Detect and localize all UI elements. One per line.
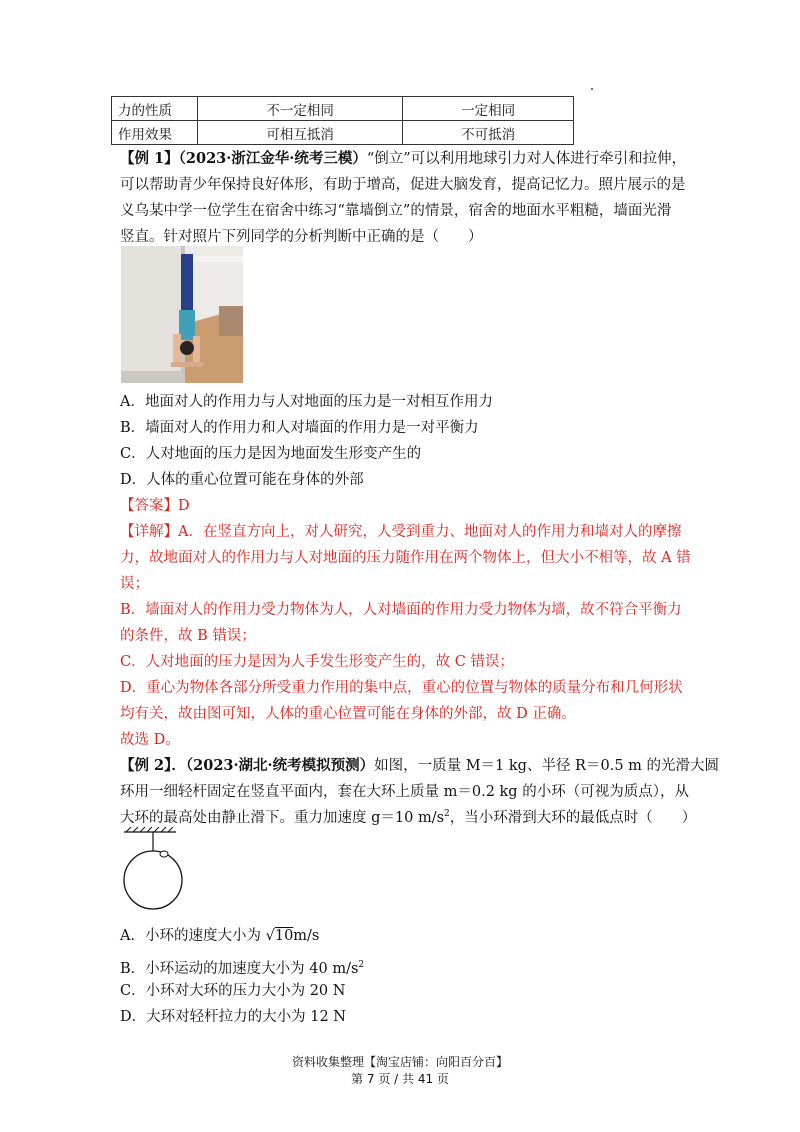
detail-line: 力，故地面对人的作用力与人对地面的压力随作用在两个物体上，但大小不相等，故 A 错: [120, 550, 691, 566]
option-text: A．小环的速度大小为: [120, 928, 266, 944]
option-text: m/s: [293, 928, 320, 944]
table-cell: 作用效果: [112, 121, 198, 145]
example1-heading: [120, 150, 686, 168]
sqrt-sign: √: [265, 928, 275, 944]
option: D．大环对轻杆拉力的大小为 12 N: [120, 1009, 346, 1025]
detail-line: 故选 D。: [120, 732, 180, 748]
example2-source: （2023·湖北·统考模拟预测）: [185, 757, 375, 774]
table-cell: 不可抵消: [403, 121, 574, 145]
detail-line: D．重心为物体各部分所受重力作用的集中点，重心的位置与物体的质量分布和几何形状: [120, 680, 683, 696]
superscript: 2: [358, 960, 365, 970]
table-row: [112, 121, 574, 145]
option: C．小环对大环的压力大小为 20 N: [120, 983, 346, 999]
page-number: 第 7 页 / 共 41 页: [351, 1072, 449, 1086]
detail-line: 的条件，故 B 错误；: [120, 628, 256, 644]
detail-line: 【详解】A．在竖直方向上，对人研究，人受到重力、地面对人的作用力和墙对人的摩擦: [120, 524, 682, 540]
option: D．人体的重心位置可能在身体的外部: [120, 472, 364, 488]
example2-heading: [120, 757, 719, 775]
option: C．人对地面的压力是因为地面发生形变产生的: [120, 446, 422, 462]
ring-diagram: [118, 826, 190, 912]
option: [120, 956, 364, 978]
footer-source: 资料收集整理【淘宝店铺：向阳百分百】: [291, 1055, 508, 1069]
handstand-photo: [121, 246, 243, 383]
option-text: B．小环运动的加速度大小为 40 m/s: [120, 960, 359, 977]
answer: 【答案】D: [120, 498, 190, 514]
example1-line: 可以帮助青少年保持良好体形，有助于增高，促进大脑发育，提高记忆力。照片展示的是: [120, 177, 686, 193]
example2-line: [120, 805, 696, 827]
detail-line: B．墙面对人的作用力受力物体为人，人对墙面的作用力受力物体为墙，故不符合平衡力: [120, 602, 682, 618]
detail-line: 误；: [120, 576, 149, 592]
table-row: [112, 97, 574, 121]
example2-tag: 【例 2】．: [120, 757, 186, 774]
example1-line: “倒立”可以利用地球引力对人体进行牵引和拉伸，: [366, 151, 687, 167]
example1-line: 竖直。针对照片下列同学的分析判断中正确的是（ ）: [120, 229, 483, 245]
example1-line: 义乌某中学一位学生在宿舍中练习“靠墙倒立”的情景，宿舍的地面水平粗糙，墙面光滑: [120, 203, 672, 219]
table-cell: 一定相同: [403, 97, 574, 121]
table-cell: 可相互抵消: [198, 121, 403, 145]
option: A．地面对人的作用力与人对地面的压力是一对相互作用力: [120, 394, 493, 410]
comparison-table: [111, 96, 574, 145]
option: [120, 927, 319, 945]
option: B．墙面对人的作用力和人对墙面的作用力是一对平衡力: [120, 420, 479, 436]
example2-line: 如图，一质量 M＝1 kg、半径 R＝0.5 m 的光滑大圆: [374, 758, 720, 774]
example2-text: ，当小环滑到大环的最低点时（ ）: [449, 809, 697, 826]
example2-text: 大环的最高处由静止滑下。重力加速度 g＝10 m/s: [120, 809, 445, 826]
table-cell: 不一定相同: [198, 97, 403, 121]
sqrt-value: 10: [274, 928, 294, 944]
example1-source: （2023·浙江金华·统考三模）: [178, 150, 367, 167]
stray-dot: [591, 88, 593, 90]
example1-tag: 【例 1】: [120, 150, 179, 167]
example2-line: 环用一细轻杆固定在竖直平面内，套在大环上质量 m＝0.2 kg 的小环（可视为质点），从: [120, 784, 689, 800]
superscript: 2: [444, 809, 450, 819]
detail-line: C．人对地面的压力是因为人手发生形变产生的，故 C 错误；: [120, 654, 514, 670]
table-cell: 力的性质: [112, 97, 198, 121]
detail-line: 均有关，故由图可知，人体的重心位置可能在身体的外部，故 D 正确。: [120, 706, 576, 722]
